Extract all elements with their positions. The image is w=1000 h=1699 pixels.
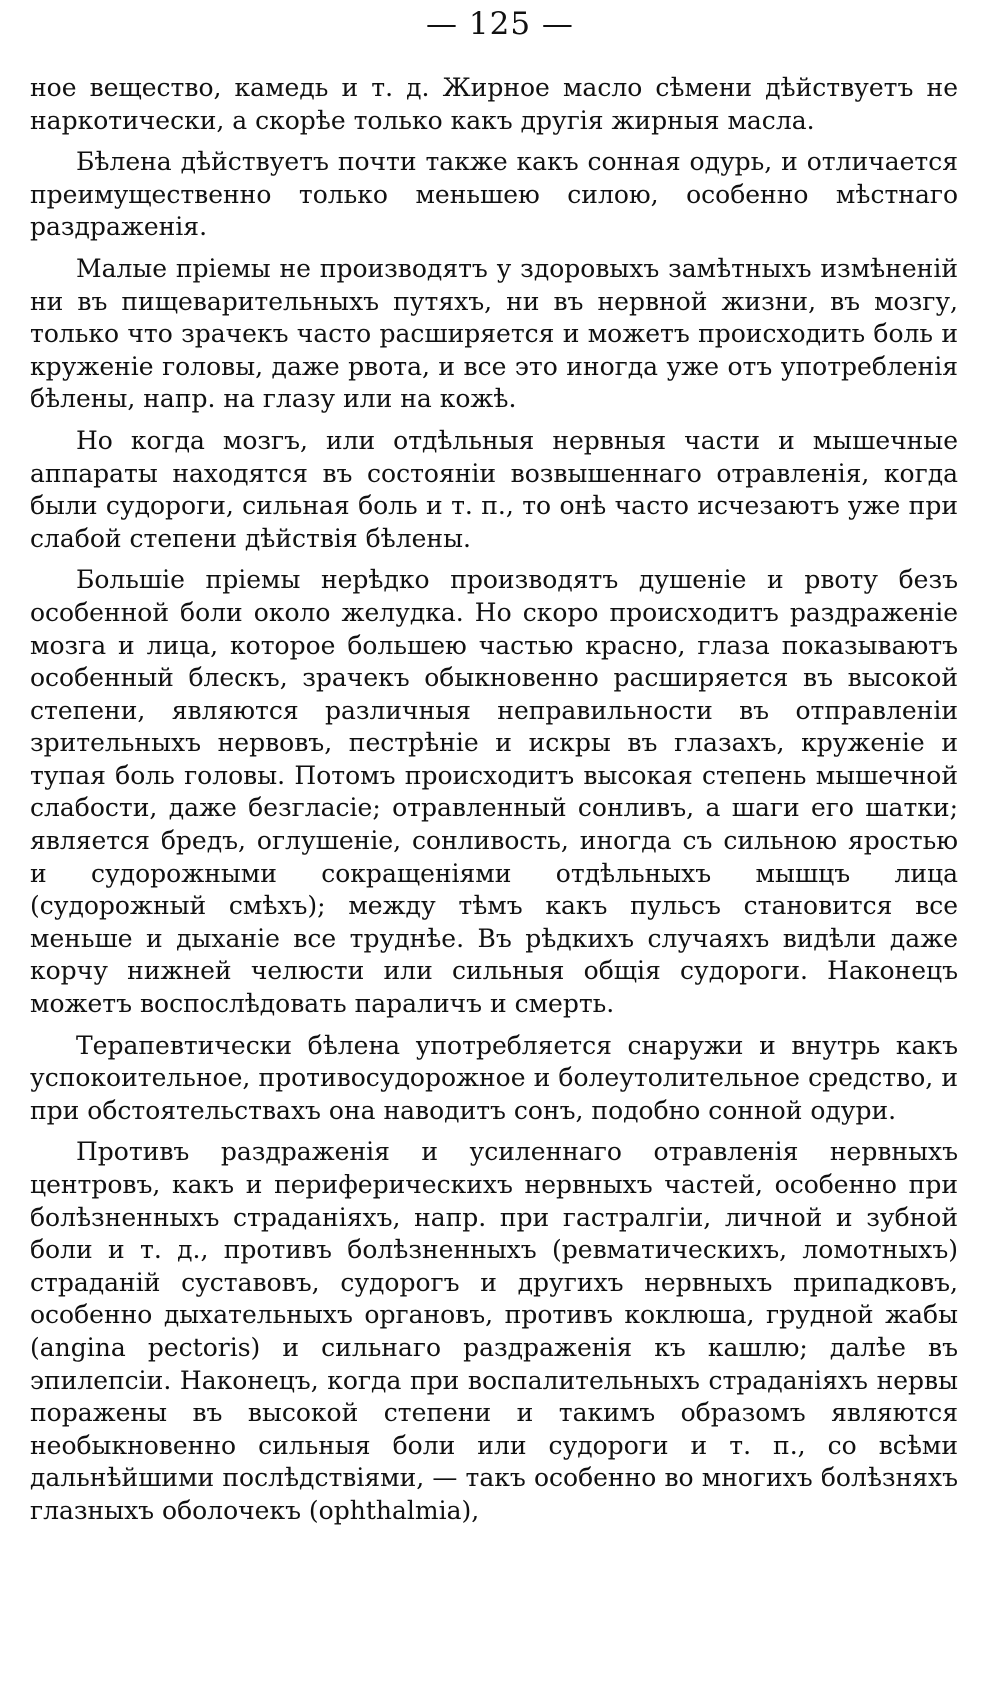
- paragraph-indications: Противъ раздраженія и усиленнаго отравленія нервныхъ центровъ, какъ и периферическихъ нервныхъ частей, особенно при болѣзненныхъ страданіяхъ, напр. при гастралгіи, личной и зубной боли и т. д., противъ болѣзненныхъ (ревматическихъ, ломотныхъ) страданій суставовъ, судорогъ и другихъ нервныхъ припадковъ, особенно дыхательныхъ органовъ, противъ коклюша, грудной жабы (angina pectoris) и сильнаго раздраженія къ кашлю; далѣе въ эпилепсіи. Наконецъ, когда при воспалительныхъ страданіяхъ нервы поражены въ высокой степени и такимъ образомъ являются необыкновенно сильныя боли или судороги и т. п., со всѣми дальнѣйшими послѣдствіями, — такъ особенно во многихъ болѣзняхъ глазныхъ оболочекъ (ophthalmia),: [30, 1137, 958, 1525]
- page-number: — 125 —: [426, 6, 574, 42]
- paragraph-poisoning-relief: Но когда мозгъ, или отдѣльныя нервныя части и мышечные аппараты находятся въ состояніи возвышеннаго отравленія, когда были судороги, сильная боль и т. п., то онѣ часто исчезаютъ уже при слабой степени дѣйствія бѣлены.: [30, 425, 958, 553]
- paragraph-continued: ное вещество, камедь и т. д. Жирное масло сѣмени дѣйствуетъ не наркотически, а скорѣе только какъ другія жирныя масла.: [30, 73, 958, 135]
- paragraph-belena-action: Бѣлена дѣйствуетъ почти также какъ сонная одурь, и отличается преимущественно только меньшею силою, особенно мѣстнаго раздраженія.: [30, 147, 958, 242]
- paragraph-therapeutic-use: Терапевтически бѣлена употребляется снаружи и внутрь какъ успокоительное, противосудорожное и болеутолительное средство, и при обстоятельствахъ она наводитъ сонъ, подобно сонной одури.: [30, 1030, 958, 1125]
- paragraph-large-doses: Большіе пріемы нерѣдко производятъ душеніе и рвоту безъ особенной боли около желудка. Но скоро происходитъ раздраженіе мозга и лица, которое большею частью красно, глаза показываютъ особенный блескъ, зрачекъ обыкновенно расширяется въ высокой степени, являются различныя неправильности въ отправленіи зрительныхъ нервовъ, пестрѣніе и искры въ глазахъ, круженіе и тупая боль головы. Потомъ происходитъ высокая степень мышечной слабости, даже безгласіе; отравленный сонливъ, а шаги его шатки; является бредъ, оглушеніе, сонливость, иногда съ сильною яростью и судорожными сокращеніями отдѣльныхъ мышцъ лица (судорожный смѣхъ); между тѣмъ какъ пульсъ становится все меньше и дыханіе все труднѣе. Въ рѣдкихъ случаяхъ видѣли даже корчу нижней челюсти или сильныя общія судороги. Наконецъ можетъ воспослѣдовать параличъ и смерть.: [30, 565, 958, 1019]
- paragraph-small-doses: Малые пріемы не производятъ у здоровыхъ замѣтныхъ измѣненій ни въ пищеварительныхъ путяхъ, ни въ нервной жизни, въ мозгу, только что зрачекъ часто расширяется и можетъ происходить боль и круженіе головы, даже рвота, и все это иногда уже отъ употребленія бѣлены, напр. на глазу или на кожѣ.: [30, 253, 958, 414]
- body-text: [30, 72, 958, 1537]
